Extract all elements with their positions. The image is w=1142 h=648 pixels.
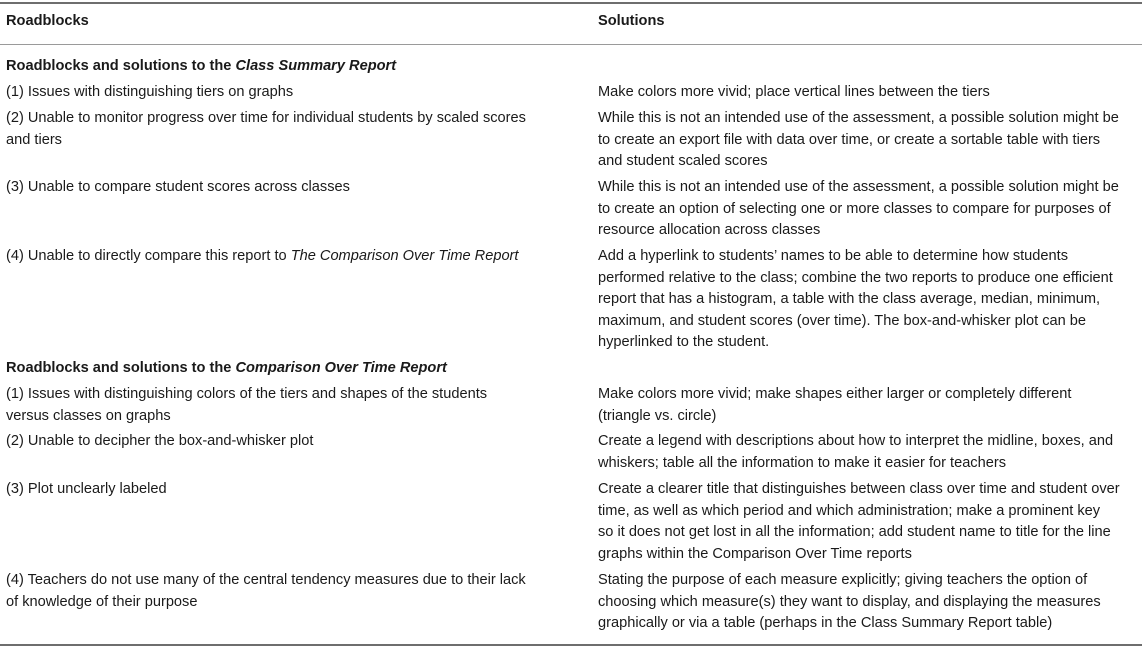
solution-line: Add a hyperlink to students’ names to be able to determine how students [598, 248, 1068, 264]
header-rule [0, 44, 1142, 45]
solution-cell [598, 108, 1142, 173]
roadblock-line: (1) Issues with distinguishing colors of the tiers and shapes of the students [6, 386, 488, 402]
roadblock-cell [6, 246, 566, 268]
table-top-rule [0, 2, 1142, 4]
solution-line: While this is not an intended use of the assessment, a possible solution might be [598, 110, 1119, 126]
solution-line: maximum, and student scores (over time). The box-and-whisker plot can be [598, 312, 1087, 329]
solution-line: to create an option of selecting one or more classes to compare for purposes of [598, 200, 1111, 217]
roadblock-line: (4) Teachers do not use many of the central tendency measures due to their lack [6, 572, 526, 588]
roadblock-cell [6, 82, 566, 104]
roadblock-line: versus classes on graphs [6, 407, 171, 424]
roadblock-line: and tiers [6, 131, 62, 148]
section-title-report-name: Class Summary Report [235, 58, 397, 74]
solution-line: and student scaled scores [598, 153, 768, 169]
solution-cell [598, 82, 1142, 104]
roadblock-cell [6, 384, 566, 427]
roadblock-line: (1) Issues with distinguishing tiers on graphs [6, 84, 294, 100]
table-bottom-rule [0, 644, 1142, 646]
solution-line: Create a clearer title that distinguishes between class over time and student over [598, 481, 1120, 497]
solution-line: report that has a histogram, a table with the class average, median, minimum, [598, 291, 1101, 307]
solution-line: graphically or via a table (perhaps in the Class Summary Report table) [598, 615, 1053, 631]
roadblock-text: (4) Unable to directly compare this report to [6, 248, 291, 264]
solution-line: whiskers; table all the information to make it easier for teachers [598, 454, 1006, 471]
solution-line: resource allocation across classes [598, 222, 821, 238]
solution-line: (triangle vs. circle) [598, 407, 717, 424]
roadblock-line: of knowledge of their purpose [6, 593, 198, 610]
roadblock-cell [6, 108, 566, 151]
roadblock-cell [6, 570, 566, 613]
solution-line: Stating the purpose of each measure explicitly; giving teachers the option of [598, 572, 1088, 588]
solution-line: choosing which measure(s) they want to display, and displaying the measures [598, 593, 1101, 610]
solution-cell [598, 431, 1142, 474]
solution-line: Create a legend with descriptions about how to interpret the midline, boxes, and [598, 433, 1114, 449]
solution-line: so it does not get lost in all the information; add student name to title for the line [598, 524, 1111, 540]
solution-line: hyperlinked to the student. [598, 334, 770, 350]
solution-line: While this is not an intended use of the assessment, a possible solution might be [598, 179, 1119, 195]
solution-line: performed relative to the class; combine the two reports to produce one efficient [598, 269, 1113, 286]
solution-cell [598, 479, 1142, 565]
roadblock-line: (3) Plot unclearly labeled [6, 481, 167, 497]
column-header-solutions: Solutions [598, 13, 665, 29]
section-title-comparison-over-time [6, 358, 706, 380]
roadblock-line [6, 246, 566, 268]
roadblock-report-name: The Comparison Over Time Report [290, 248, 519, 264]
roadblock-cell [6, 479, 566, 501]
solution-cell [598, 177, 1142, 242]
roadblock-line: (2) Unable to decipher the box-and-whisker plot [6, 433, 314, 449]
section-title-report-name: Comparison Over Time Report [235, 360, 447, 376]
section-title-prefix: Roadblocks and solutions to the [6, 360, 236, 376]
solution-line: to create an export file with data over time, or create a sortable table with tiers [598, 131, 1101, 148]
roadblock-cell [6, 431, 566, 453]
roadblock-cell [6, 177, 566, 199]
solution-cell [598, 384, 1142, 427]
section-title-prefix: Roadblocks and solutions to the [6, 58, 236, 74]
roadblock-line: (2) Unable to monitor progress over time for individual students by scaled scores [6, 110, 526, 126]
solution-line: Make colors more vivid; place vertical lines between the tiers [598, 84, 990, 100]
solution-line: Make colors more vivid; make shapes either larger or completely different [598, 386, 1072, 402]
solution-line: time, as well as which period and which administration; make a prominent key [598, 502, 1101, 519]
solution-line: graphs within the Comparison Over Time reports [598, 545, 912, 562]
column-header-roadblocks: Roadblocks [6, 13, 89, 29]
roadblock-line: (3) Unable to compare student scores across classes [6, 179, 350, 195]
solution-cell [598, 246, 1142, 354]
section-title-class-summary [6, 56, 706, 78]
solution-cell [598, 570, 1142, 635]
